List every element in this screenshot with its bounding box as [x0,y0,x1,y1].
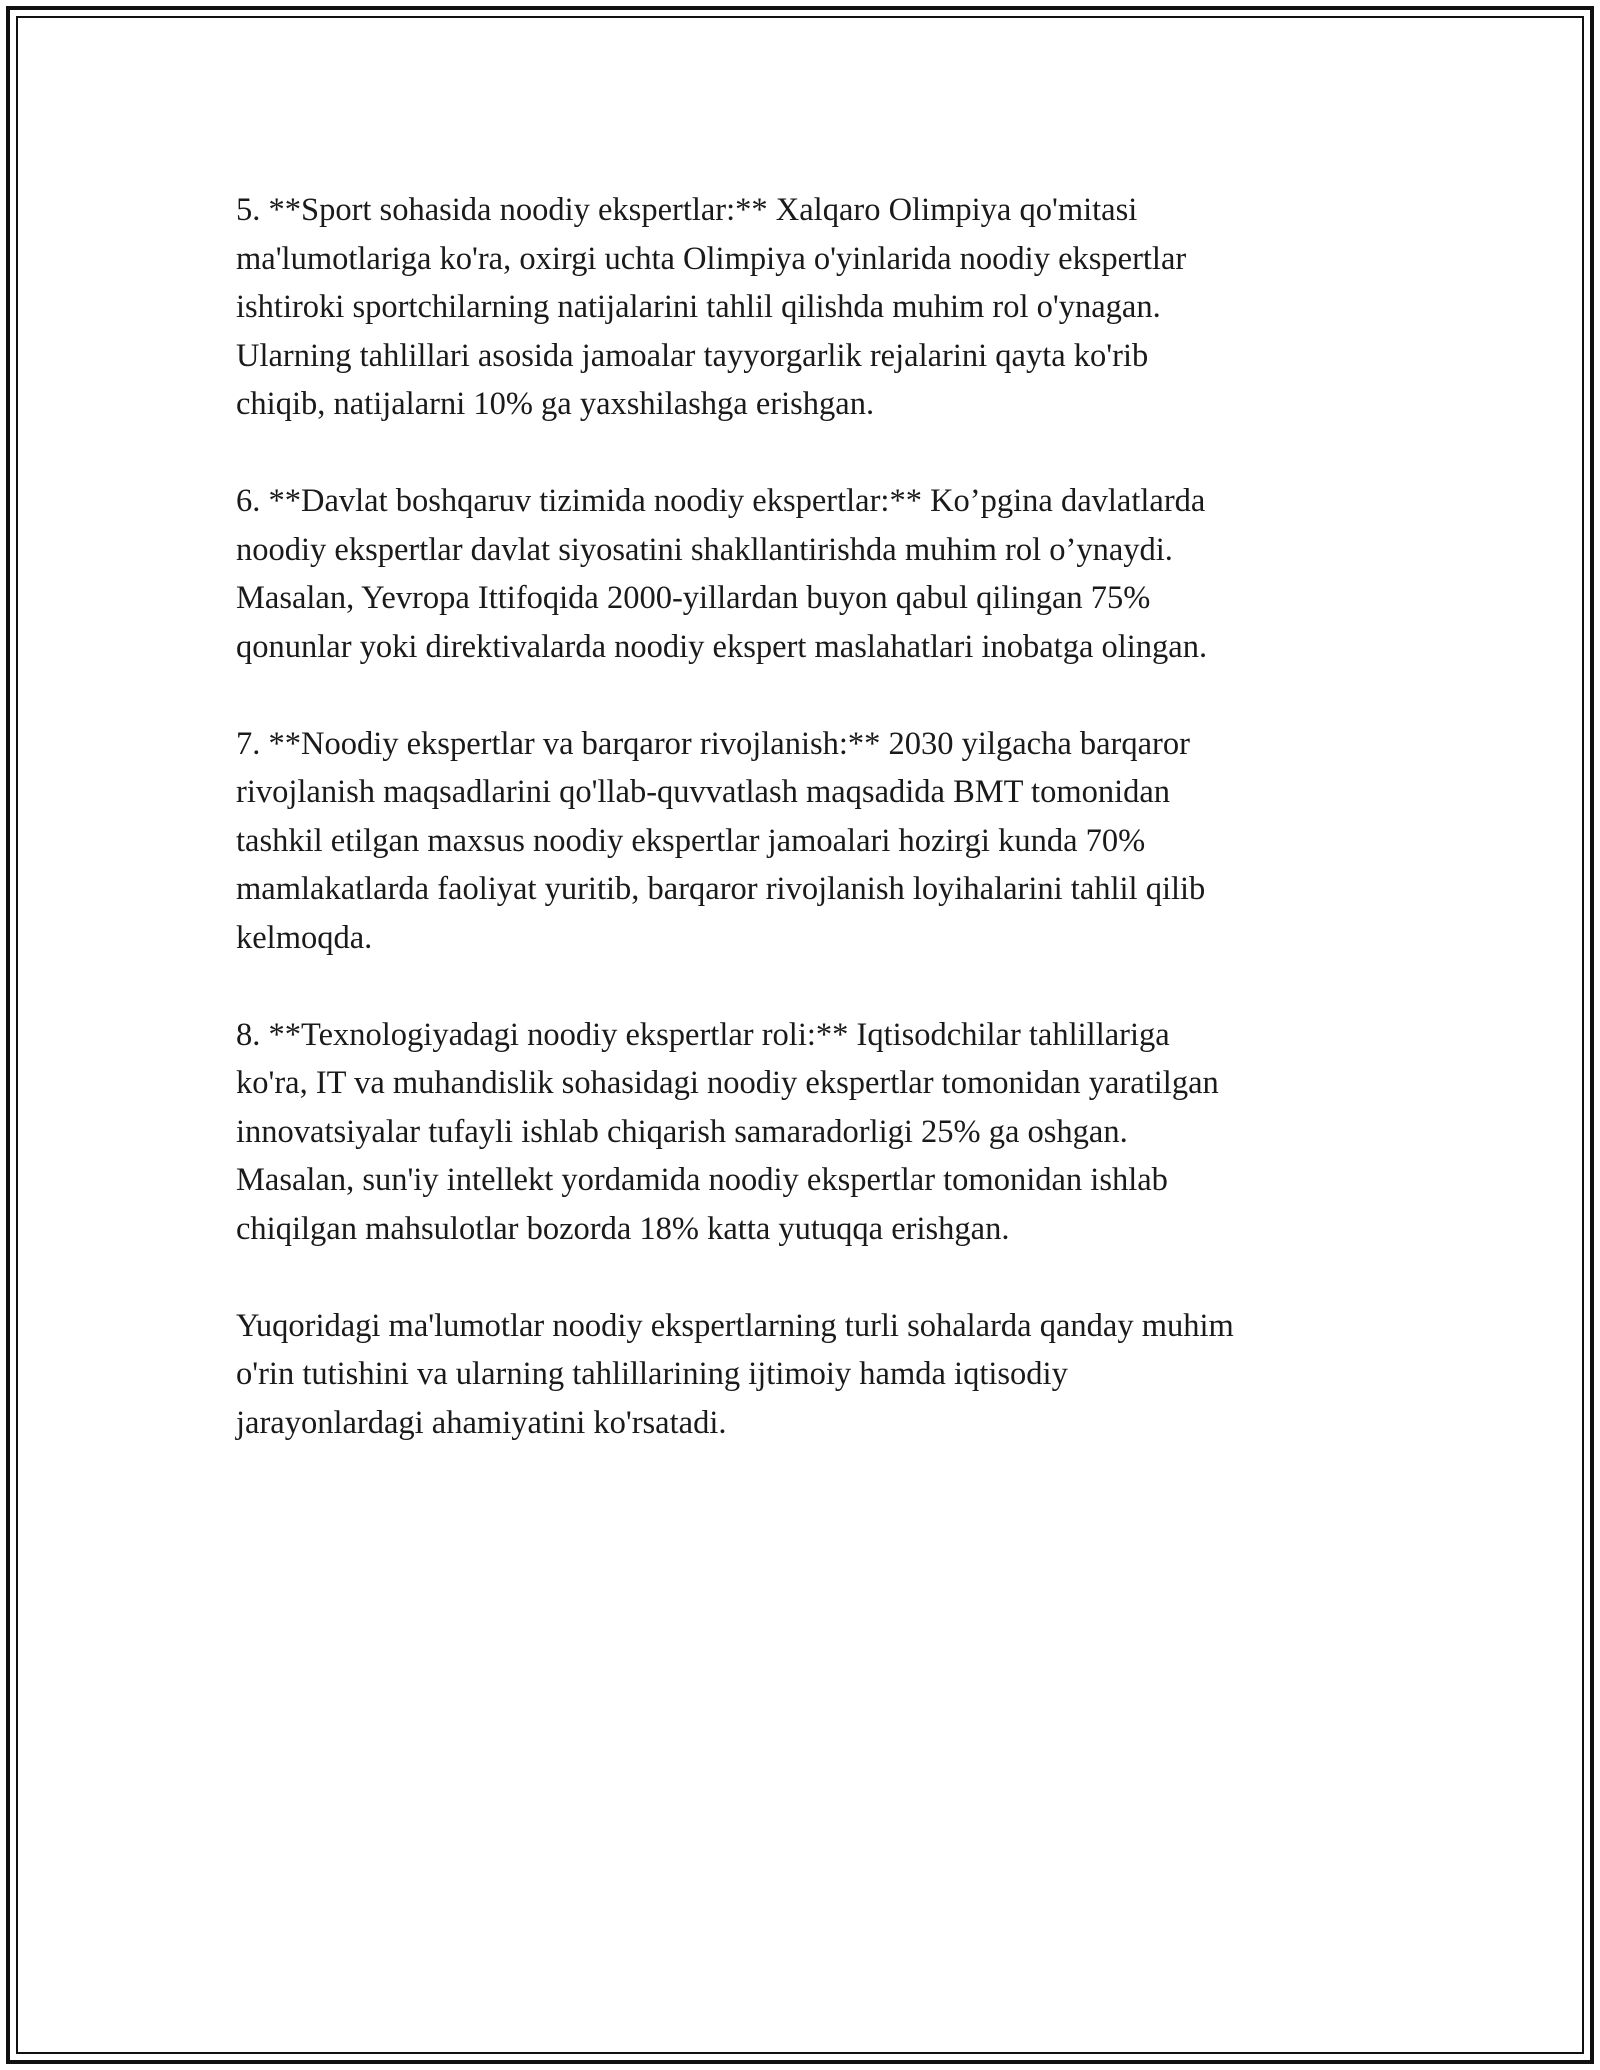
paragraph-sustainable-development: 7. **Noodiy ekspertlar va barqaror rivojlanish:** 2030 yilgacha barqaror rivojlanish maqsadlarini qo'llab-quvvatlash maqsadida BMT tomonidan tashkil etilgan maxsus noodiy ekspertlar jamoalari hozirgi kunda 70% mamlakatlarda faoliyat yuritib, barqaror rivojlanish loyihalarini tahlil qilib kelmoqda. [236,725,1206,956]
paragraph-sport-experts: 5. **Sport sohasida noodiy ekspertlar:** Xalqaro Olimpiya qo'mitasi ma'lumotlariga ko'ra, oxirgi uchta Olimpiya o'yinlarida noodiy ekspertlar ishtiroki sportchilarning natijalarini tahlil qilishda muhim rol o'ynagan. Ularning tahlillari asosida jamoalar tayyorgarlik rejalarini qayta ko'rib chiqib, natijalarni 10% ga yaxshilashga erishgan. [236,192,1187,422]
document-body [236,186,1386,1496]
paragraph-conclusion: Yuqoridagi ma'lumotlar noodiy ekspertlarning turli sohalarda qanday muhim o'rin tutishini va ularning tahlillarining ijtimoiy hamda iqtisodiy jarayonlardagi ahamiyatini ko'rsatadi. [236,1307,1234,1441]
paragraph-government-experts: 6. **Davlat boshqaruv tizimida noodiy ekspertlar:** Ko’pgina davlatlarda noodiy ekspertlar davlat siyosatini shakllantirishda muhim rol o’ynaydi. Masalan, Yevropa Ittifoqida 2000-yillardan buyon qabul qilingan 75% qonunlar yoki direktivalarda noodiy ekspert maslahatlari inobatga olingan. [236,483,1208,665]
paragraph-technology-experts: 8. **Texnologiyadagi noodiy ekspertlar roli:** Iqtisodchilar tahlillariga ko'ra, IT va muhandislik sohasidagi noodiy ekspertlar tomonidan yaratilgan innovatsiyalar tufayli ishlab chiqarish samaradorligi 25% ga oshgan. Masalan, sun'iy intellekt yordamida noodiy ekspertlar tomonidan ishlab chiqilgan mahsulotlar bozorda 18% katta yutuqqa erishgan. [236,1016,1219,1247]
